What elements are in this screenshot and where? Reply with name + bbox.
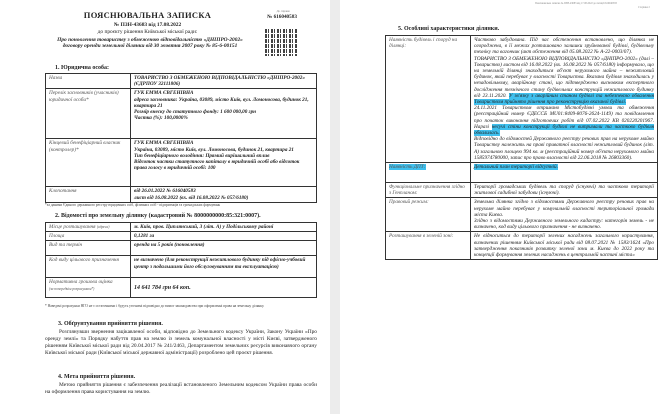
row-label: Площа [46, 232, 131, 241]
site-characteristics-table [385, 35, 658, 260]
section-4-text: Метою прийняття рішення є забезпечення реалізації встановленого Земельним кодексом України права особи на оформлення права користування на землю. [45, 382, 317, 395]
section-1-heading: 1. Юридична особа: [55, 65, 110, 71]
row-label: Клопотання [46, 187, 131, 202]
founder-share: Частка (%): 100,0000% [134, 115, 188, 122]
table-2-footnote: * Наведені розрахунки НГО не є остаточними і будуть уточнені відповідно до вимог законодавства при оформленні права на земельну ділянку. [45, 304, 265, 308]
row-value: Згідно з відомостями Державного земельного кадастру: категорія земель - не визначено, код виду цільового призначення - не визначено. [474, 218, 654, 231]
row-value: 14 641 784 грн 64 коп. [131, 278, 317, 298]
legal-entity-table [45, 73, 317, 203]
row-label: Функціональне призначення згідно з Генпланом: [386, 183, 471, 198]
section-3-heading: 3. Обґрунтування прийняття рішення. [58, 321, 163, 327]
qr-code-icon [265, 28, 298, 56]
highlighted-text: У зв'язку з аварійним станом будівлі та небезпекою обвалення Товариством прийнято рішення про реконструкцію вказаної будівлі. [474, 92, 655, 106]
row-label: Розташування в зеленій зоні: [386, 232, 471, 260]
section-4-heading: 4. Мета прийняття рішення. [58, 374, 136, 380]
petition-letter: лист від 16.08.2022 (вх. від 16.08.2022 № 057/6180) [134, 194, 249, 201]
table-row [46, 232, 317, 241]
land-plot-table [45, 222, 317, 298]
section-2-heading: 2. Відомості про земельну ділянку (кадастровий № 8000000000:85:321:0007). [55, 213, 261, 219]
table-row [46, 256, 317, 278]
table-row [386, 232, 658, 260]
founder-address: адреса засновника: Україна, 03089, місто Київ, вул. Ломоносова, будинок 21, квартира 21 [134, 96, 309, 109]
beneficiary-percent: Відсоток частки статутного капіталу в юридичній особі або відсоток права голосу в юридичній особі: 100 [134, 159, 300, 172]
row-value: 0,1281 га [131, 232, 317, 241]
page-gutter [330, 0, 340, 414]
page-header: Пояснювальна записка № ПЗН-43683 від 17.08.2022 до петиції 616040583 [535, 2, 617, 5]
petition-date: від 26.01.2022 № 616040583 [134, 188, 196, 195]
row-label: Перелік засновників (учасників) юридичної особи* [46, 89, 131, 139]
doc-number: № ПЗН-43683 від 17.08.2022 [113, 22, 182, 28]
ownership-text: Відповідно до відомостей Державного реєстру речових прав на нерухоме майно Товариству належить на праві приватної власності нежитловий будинок (літ. А) загальною площею 994 кв. м (реєстраційний номер об'єкта нерухомого майна 1585974780000, запис про право власності від 22.06.2018 № 26803360). [474, 136, 654, 161]
row-value: не визначено (для реконструкції нежитлового будинку під офісно-учбовий центр з подальшими його обслуговуванням та експлуатацією) [131, 256, 317, 278]
section-5-heading: 5. Особливі характеристики ділянки. [398, 26, 500, 32]
stamp-label: До справи [276, 9, 290, 13]
table-row [46, 278, 317, 298]
beneficiary-address: Україна, 03089, місто Київ, вул. Ломоносова, будинок 21, квартира 21 [134, 146, 294, 153]
permits-text: 24.11.2021 Товариством отримано Містобудівні умови та обмеження (реєстраційний номер ЄДЕССБ MU01:8409-8076-2624-1149) та повідомлення про початок виконання підготовчих робіт від 07.02.2022 КВ 020220201967. Наразі несучі стіни конструкції будівлі не витримали та частково будівля обвалилась. [474, 105, 655, 137]
row-label: Вид та термін [46, 241, 131, 256]
table-row [46, 241, 317, 256]
table-row [386, 163, 658, 183]
table-row [46, 139, 317, 187]
row-label: Назва [46, 74, 131, 89]
row-value: оренда на 5 років (поновлення) [131, 241, 317, 256]
row-value: Території громадських будівель та споруд (існуючі) та частково території житлової садибної забудови (існуючі). [471, 183, 658, 198]
row-value: ТОВАРИСТВО З ОБМЕЖЕНОЮ ВІДПОВІДАЛЬНІСТЮ «ДНІПРО-2002» (ЄДРПОУ 32111806) [131, 74, 317, 89]
row-label: Код виду цільового призначення [46, 256, 131, 278]
table-row [386, 183, 658, 198]
founder-contribution: Розмір внеску до статутного фонду: 1 600 000,00 грн [134, 109, 257, 116]
row-label: Місце розташування (адреса) [46, 223, 131, 232]
stamp-number: № 616040583 [267, 14, 297, 20]
row-label: Правовий режим: [386, 198, 471, 232]
document-page-1 [0, 0, 330, 414]
row-value: Не відноситься до території зелених насаджень загального користування, визначених рішенням Київської міської ради від 08.07.2021 № 1583/1624 «Про затвердження показників розвитку зеленої зони м. Києва до 2022 року та концепції формування зелених насаджень в центральній частині міста» [471, 232, 658, 260]
row-value: м. Київ, пров. Циплянський, 3 (літ. А) у Подільському районі [131, 223, 317, 232]
table-row [46, 74, 317, 89]
doc-title: ПОЯСНЮВАЛЬНА ЗАПИСКА [83, 10, 212, 20]
company-letter-text: ТОВАРИСТВО З ОБМЕЖЕНОЮ ВІДПОВІДАЛЬНІСТЮ «ДНІПРО-2002» (далі – Товариство) листом від 16.08.2022 (вх. 16.08.2022 № 057/6180) інформувало, що на земельній ділянці знаходиться об'єкт нерухомого майна – нежитловий будинок, який перебуває у власності Товариства. Вказана будівля знаходилась у незадовільному, аварійному стані, що підтверджено висновком експертного дослідження технічного стану будівельних конструкцій нежитлового будинку від 23.11.2020. У зв'язку з аварійним станом будівлі та небезпекою обвалення Товариством прийнято рішення про реконструкцію вказаної будівлі. [474, 55, 655, 106]
row-value: Земельна ділянка згідно з відомостями Державного реєстру речових прав на нерухоме майно перебуває у комунальній власності територіальної громади міста Києва. [474, 199, 654, 218]
row-label: Кінцевий бенефіціарний власник (контролер)* [46, 139, 131, 187]
beneficiary-type: Тип бенефіціарного володіння: Прямий вирішальний вплив [134, 152, 270, 159]
survey-text: Частково забудована. Під час обстеження встановлено, що ділянка не огороджена, в її межах розташовано залишки зруйнованої будівлі, будівельну техніку та вагончик (акт обстеження від 05.08.2022 № А-22-0003/07). [474, 37, 654, 56]
row-label: Наявність будівель і споруд на ділянці: [386, 36, 471, 163]
table-row [46, 187, 317, 202]
page-number: Сторінка 2 [638, 6, 650, 9]
table-row [386, 36, 658, 163]
document-page-2 [340, 0, 672, 414]
doc-subtitle: до проєкту рішення Київської міської ради: [97, 29, 198, 35]
table-row [46, 89, 317, 139]
table-row [386, 198, 658, 232]
founder-name: ГУК ЕММА ЄВГЕНІВНА [134, 90, 194, 97]
section-3-text: Розглянувши звернення зацікавленої особи, відповідно до Земельного кодексу України, Закону України «Про оренду землі» та Порядку набуття прав на землю із земель комунальної власності у місті Києві, затвердженого рішенням Київської міської ради від 20.04.2017 № 241/2463, Департаментом земельних ресурсів виконавчого органу Київської міської ради (Київської міської державної адміністрації) розроблено цей проєкт рішення. [45, 329, 317, 356]
row-label: Нормативна грошова оцінка (за попереднім розрахунком*) [46, 278, 131, 298]
beneficiary-name: ГУК ЕММА ЄВГЕНІВНА [134, 140, 194, 147]
doc-subject: Про поновлення товариству з обмеженою відповідальністю «ДНІПРО-2002» договору оренди земельної ділянки від 30 жовтня 2007 року № 85-6-00151 [57, 37, 243, 50]
table-row [46, 223, 317, 232]
row-label: Наявність ДПТ: [386, 163, 471, 183]
table-1-footnote: *за даними Єдиного державного реєстру юридичних осіб, фізичних осіб - підприємців та громадських формувань [45, 203, 221, 207]
row-value: Детальний план території відсутній. [471, 163, 658, 183]
highlighted-text: несучі стіни конструкції будівлі не витримали та частково будівля обвалилась. [474, 123, 655, 137]
